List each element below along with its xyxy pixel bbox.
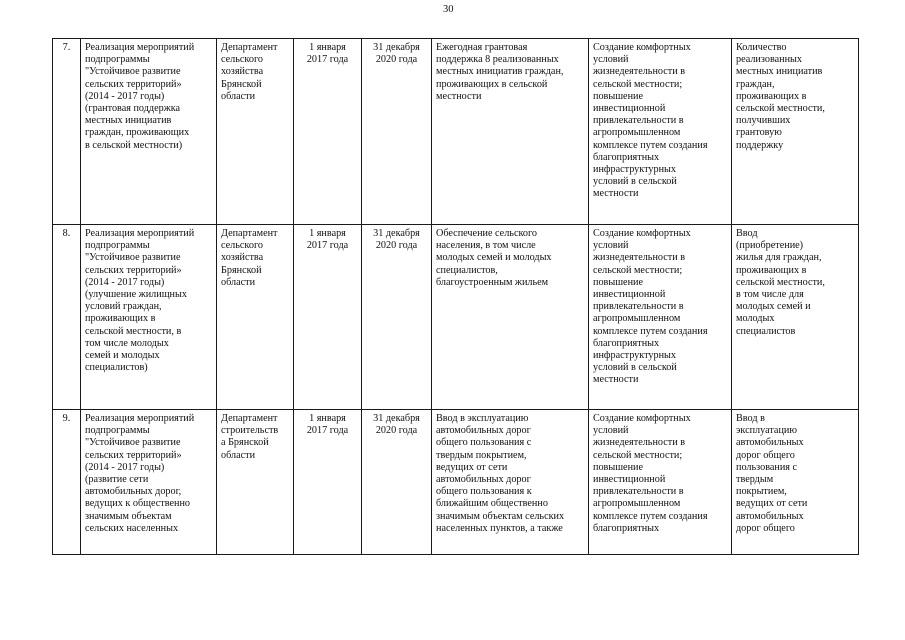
cell-text-line: дорог общего bbox=[736, 449, 795, 461]
cell-text-line: благоустроенным жильем bbox=[436, 276, 549, 288]
cell-text-line: местности bbox=[436, 90, 482, 102]
table-row bbox=[53, 225, 859, 410]
cell-text-line: комплексе путем создания bbox=[593, 139, 708, 151]
cell-text-line: населения, в том числе bbox=[436, 240, 536, 252]
indicator-cell bbox=[732, 39, 859, 225]
cell-text-line: Департамент bbox=[221, 413, 278, 424]
cell-text-line: инфраструктурных bbox=[593, 350, 676, 362]
cell-text-line: Ввод в bbox=[736, 413, 765, 424]
measure-cell bbox=[81, 39, 217, 225]
cell-text-line: семей и молодых bbox=[85, 350, 160, 362]
cell-text-line: привлекательности в bbox=[593, 486, 684, 498]
cell-text-line: жизнедеятельности в bbox=[593, 66, 686, 78]
cell-text-line: сельской местности; bbox=[593, 449, 683, 461]
cell-text-line: (грантовая поддержка bbox=[85, 103, 181, 115]
cell-text-line: Количество bbox=[736, 42, 787, 53]
cell-text-line: 2020 года bbox=[375, 240, 418, 252]
cell-text-line: проживающих в bbox=[736, 264, 807, 276]
cell-text-line: "Устойчивое развитие bbox=[85, 252, 181, 264]
cell-text-line: инвестиционной bbox=[593, 289, 666, 301]
row-number-cell: 8. bbox=[53, 225, 81, 410]
cell-text-line: "Устойчивое развитие bbox=[85, 437, 181, 449]
cell-text-line: дорог общего bbox=[736, 522, 795, 534]
table-row bbox=[53, 39, 859, 225]
cell-text-line: Создание комфортных bbox=[593, 42, 691, 53]
cell-text-line: сельской местности; bbox=[593, 264, 683, 276]
cell-text-line: условий граждан, bbox=[85, 301, 162, 313]
cell-text-line: местности bbox=[593, 374, 639, 386]
cell-text-line: Создание комфортных bbox=[593, 228, 691, 239]
cell-text-line: области bbox=[221, 276, 256, 288]
result-cell bbox=[432, 39, 589, 225]
cell-text-line: условий в сельской bbox=[593, 362, 677, 374]
cell-text-line: сельских территорий» bbox=[85, 78, 182, 90]
cell-text-line: сельских территорий» bbox=[85, 449, 182, 461]
cell-text-line: хозяйства bbox=[221, 252, 264, 264]
cell-text-line: автомобильных дорог, bbox=[85, 486, 182, 498]
cell-text-line: благоприятных bbox=[593, 151, 660, 163]
goal-cell bbox=[589, 410, 732, 555]
cell-text-line: (развитие сети bbox=[85, 474, 149, 486]
start-date-cell bbox=[294, 410, 362, 555]
cell-text-line: инвестиционной bbox=[593, 103, 666, 115]
cell-text-line: 31 декабря bbox=[373, 42, 420, 53]
cell-text-line: реализованных bbox=[736, 54, 802, 66]
cell-text-line: поддержку bbox=[736, 139, 784, 151]
cell-text-line: твердым покрытием, bbox=[436, 449, 527, 461]
executor-cell bbox=[217, 225, 294, 410]
cell-text-line: (2014 - 2017 годы) bbox=[85, 90, 165, 102]
cell-text-line: Реализация мероприятий bbox=[85, 413, 195, 424]
cell-text-line: привлекательности в bbox=[593, 115, 684, 127]
cell-text-line: Обеспечение сельского bbox=[436, 228, 538, 239]
cell-text-line: 31 декабря bbox=[373, 228, 420, 239]
cell-text-line: Брянской bbox=[221, 78, 262, 90]
cell-text-line: сельской местности, bbox=[736, 276, 825, 288]
cell-text-line: условий в сельской bbox=[593, 176, 677, 188]
cell-text-line: получивших bbox=[736, 115, 791, 127]
cell-text-line: 31 декабря bbox=[373, 413, 420, 424]
result-cell bbox=[432, 410, 589, 555]
cell-text-line: молодых семей и bbox=[736, 301, 811, 313]
cell-text-line: комплексе путем создания bbox=[593, 325, 708, 337]
cell-text-line: 2017 года bbox=[306, 425, 349, 437]
cell-text-line: автомобильных дорог bbox=[436, 425, 531, 437]
cell-text-line: строительств bbox=[221, 425, 279, 437]
cell-text-line: в сельской местности) bbox=[85, 139, 183, 151]
cell-text-line: жизнедеятельности в bbox=[593, 252, 686, 264]
end-date-cell bbox=[362, 39, 432, 225]
cell-text-line: грантовую bbox=[736, 127, 782, 139]
start-date-cell bbox=[294, 225, 362, 410]
indicator-cell bbox=[732, 225, 859, 410]
cell-text-line: ведущих от сети bbox=[436, 461, 508, 473]
executor-cell bbox=[217, 410, 294, 555]
cell-text-line: покрытием, bbox=[736, 486, 787, 498]
cell-text-line: агропромышленном bbox=[593, 127, 681, 139]
cell-text-line: условий bbox=[593, 240, 629, 252]
cell-text-line: проживающих в сельской bbox=[436, 78, 548, 90]
cell-text-line: инфраструктурных bbox=[593, 164, 676, 176]
cell-text-line: Ввод bbox=[736, 228, 758, 239]
cell-text-line: местных инициатив граждан, bbox=[436, 66, 564, 78]
cell-text-line: а Брянской bbox=[221, 437, 269, 449]
cell-text-line: Реализация мероприятий bbox=[85, 228, 195, 239]
cell-text-line: 2020 года bbox=[375, 425, 418, 437]
cell-text-line: подпрограммы bbox=[85, 54, 150, 66]
cell-text-line: том числе молодых bbox=[85, 337, 169, 349]
goal-cell bbox=[589, 225, 732, 410]
cell-text-line: "Устойчивое развитие bbox=[85, 66, 181, 78]
cell-text-line: специалистов) bbox=[85, 362, 148, 374]
cell-text-line: жизнедеятельности в bbox=[593, 437, 686, 449]
cell-text-line: местных инициатив bbox=[85, 115, 172, 127]
table-row bbox=[53, 410, 859, 555]
cell-text-line: специалистов, bbox=[436, 264, 498, 276]
cell-text-line: 2017 года bbox=[306, 54, 349, 66]
cell-text-line: населенных пунктов, а также bbox=[436, 522, 563, 534]
cell-text-line: местных инициатив bbox=[736, 66, 823, 78]
cell-text-line: общего пользования к bbox=[436, 486, 532, 498]
cell-text-line: твердым bbox=[736, 474, 774, 486]
goal-cell bbox=[589, 39, 732, 225]
cell-text-line: агропромышленном bbox=[593, 313, 681, 325]
cell-text-line: значимым объектам сельских bbox=[436, 510, 565, 522]
cell-text-line: ближайшим общественно bbox=[436, 498, 548, 510]
cell-text-line: автомобильных дорог bbox=[436, 474, 531, 486]
cell-text-line: 2020 года bbox=[375, 54, 418, 66]
cell-text-line: автомобильных bbox=[736, 437, 804, 449]
cell-text-line: молодых bbox=[736, 313, 775, 325]
cell-text-line: агропромышленном bbox=[593, 498, 681, 510]
cell-text-line: эксплуатацию bbox=[736, 425, 797, 437]
cell-text-line: местности bbox=[593, 188, 639, 200]
measure-cell bbox=[81, 225, 217, 410]
cell-text-line: сельской местности; bbox=[593, 78, 683, 90]
measures-table bbox=[52, 38, 859, 555]
cell-text-line: Брянской bbox=[221, 264, 262, 276]
cell-text-line: Департамент bbox=[221, 228, 278, 239]
row-number-cell: 9. bbox=[53, 410, 81, 555]
cell-text-line: сельской местности, bbox=[736, 103, 825, 115]
cell-text-line: инвестиционной bbox=[593, 474, 666, 486]
cell-text-line: повышение bbox=[593, 276, 643, 288]
cell-text-line: области bbox=[221, 449, 256, 461]
cell-text-line: 1 января bbox=[309, 413, 346, 424]
cell-text-line: специалистов bbox=[736, 325, 796, 337]
cell-text-line: Департамент bbox=[221, 42, 278, 53]
page-number: 30 bbox=[443, 4, 454, 15]
cell-text-line: благоприятных bbox=[593, 522, 660, 534]
cell-text-line: повышение bbox=[593, 90, 643, 102]
cell-text-line: пользования с bbox=[736, 461, 798, 473]
cell-text-line: Реализация мероприятий bbox=[85, 42, 195, 53]
executor-cell bbox=[217, 39, 294, 225]
cell-text-line: привлекательности в bbox=[593, 301, 684, 313]
cell-text-line: 1 января bbox=[309, 42, 346, 53]
cell-text-line: хозяйства bbox=[221, 66, 264, 78]
cell-text-line: общего пользования с bbox=[436, 437, 532, 449]
measure-cell bbox=[81, 410, 217, 555]
cell-text-line: Ввод в эксплуатацию bbox=[436, 413, 529, 424]
cell-text-line: повышение bbox=[593, 461, 643, 473]
cell-text-line: Ежегодная грантовая bbox=[436, 42, 528, 53]
cell-text-line: поддержка 8 реализованных bbox=[436, 54, 559, 66]
cell-text-line: значимым объектам bbox=[85, 510, 172, 522]
cell-text-line: сельской местности, в bbox=[85, 325, 182, 337]
end-date-cell bbox=[362, 410, 432, 555]
cell-text-line: благоприятных bbox=[593, 337, 660, 349]
cell-text-line: подпрограммы bbox=[85, 425, 150, 437]
cell-text-line: условий bbox=[593, 54, 629, 66]
cell-text-line: 1 января bbox=[309, 228, 346, 239]
cell-text-line: проживающих в bbox=[85, 313, 156, 325]
cell-text-line: ведущих к общественно bbox=[85, 498, 190, 510]
cell-text-line: сельского bbox=[221, 54, 263, 66]
cell-text-line: граждан, bbox=[736, 78, 775, 90]
cell-text-line: Создание комфортных bbox=[593, 413, 691, 424]
cell-text-line: жилья для граждан, bbox=[736, 252, 822, 264]
cell-text-line: сельского bbox=[221, 240, 263, 252]
cell-text-line: подпрограммы bbox=[85, 240, 150, 252]
cell-text-line: условий bbox=[593, 425, 629, 437]
cell-text-line: области bbox=[221, 90, 256, 102]
cell-text-line: (приобретение) bbox=[736, 240, 804, 252]
cell-text-line: проживающих в bbox=[736, 90, 807, 102]
indicator-cell bbox=[732, 410, 859, 555]
cell-text-line: комплексе путем создания bbox=[593, 510, 708, 522]
start-date-cell bbox=[294, 39, 362, 225]
cell-text-line: (улучшение жилищных bbox=[85, 289, 187, 301]
cell-text-line: (2014 - 2017 годы) bbox=[85, 461, 165, 473]
result-cell bbox=[432, 225, 589, 410]
cell-text-line: (2014 - 2017 годы) bbox=[85, 276, 165, 288]
end-date-cell bbox=[362, 225, 432, 410]
row-number-cell: 7. bbox=[53, 39, 81, 225]
cell-text-line: ведущих от сети bbox=[736, 498, 808, 510]
cell-text-line: граждан, проживающих bbox=[85, 127, 190, 139]
cell-text-line: молодых семей и молодых bbox=[436, 252, 552, 264]
cell-text-line: 2017 года bbox=[306, 240, 349, 252]
cell-text-line: сельских населенных bbox=[85, 522, 179, 534]
cell-text-line: в том числе для bbox=[736, 289, 804, 301]
cell-text-line: автомобильных bbox=[736, 510, 804, 522]
cell-text-line: сельских территорий» bbox=[85, 264, 182, 276]
